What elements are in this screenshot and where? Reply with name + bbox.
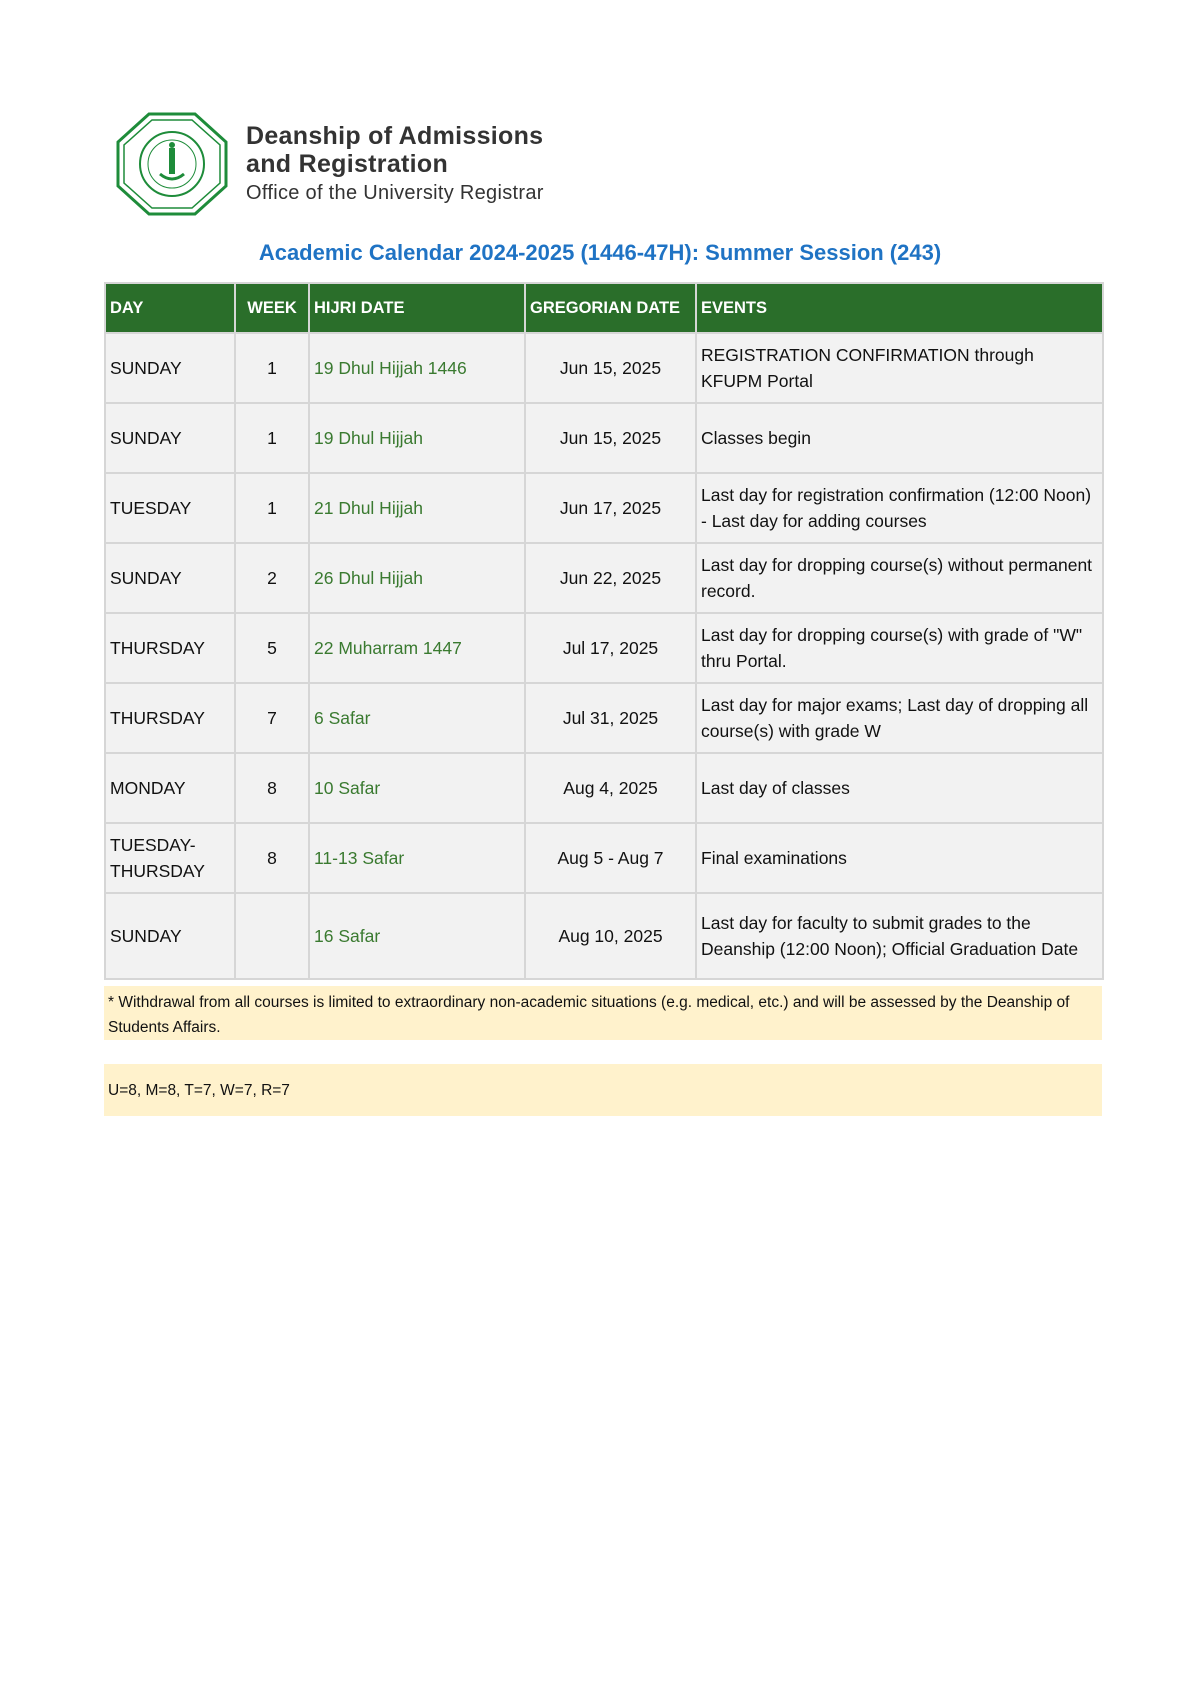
event-cell: REGISTRATION CONFIRMATION through KFUPM Portal [696,333,1103,403]
week-cell: 5 [235,613,309,683]
university-seal-logo [116,112,228,216]
org-name-line1: Deanship of Admissions [246,122,544,150]
event-cell: Classes begin [696,403,1103,473]
event-cell: Final examinations [696,823,1103,893]
org-name-line2: and Registration [246,150,449,178]
academic-calendar-table [104,282,1104,980]
table-row [105,893,1103,979]
table-row [105,683,1103,753]
week-cell: 2 [235,543,309,613]
gregorian-date-cell: Jun 15, 2025 [525,403,696,473]
table-row [105,473,1103,543]
hijri-date-cell: 21 Dhul Hijjah [309,473,525,543]
week-cell: 8 [235,753,309,823]
hijri-date-cell: 11-13 Safar [309,823,525,893]
hijri-date-cell: 19 Dhul Hijjah [309,403,525,473]
table-row [105,823,1103,893]
table-header-row [105,283,1103,333]
day-cell: TUESDAY-THURSDAY [105,823,235,893]
week-cell: 1 [235,333,309,403]
week-cell: 8 [235,823,309,893]
gregorian-date-cell: Aug 10, 2025 [525,893,696,979]
event-cell: Last day for major exams; Last day of dropping all course(s) with grade W [696,683,1103,753]
week-cell: 1 [235,403,309,473]
column-header-events: EVENTS [696,283,1103,333]
gregorian-date-cell: Jul 31, 2025 [525,683,696,753]
column-header-week: WEEK [235,283,309,333]
event-cell: Last day for dropping course(s) without permanent record. [696,543,1103,613]
org-office-name: Office of the University Registrar [246,182,544,204]
day-cell: SUNDAY [105,543,235,613]
week-cell: 1 [235,473,309,543]
hijri-date-cell: 19 Dhul Hijjah 1446 [309,333,525,403]
org-name-block [246,122,544,208]
event-cell: Last day for dropping course(s) with grade of "W" thru Portal. [696,613,1103,683]
gregorian-date-cell: Aug 4, 2025 [525,753,696,823]
day-cell: THURSDAY [105,683,235,753]
gregorian-date-cell: Jul 17, 2025 [525,613,696,683]
day-cell: THURSDAY [105,613,235,683]
gregorian-date-cell: Aug 5 - Aug 7 [525,823,696,893]
column-header-gregorian-date: GREGORIAN DATE [525,283,696,333]
hijri-date-cell: 16 Safar [309,893,525,979]
day-cell: SUNDAY [105,403,235,473]
table-row [105,333,1103,403]
week-cell: 7 [235,683,309,753]
table-row [105,753,1103,823]
calendar-title: Academic Calendar 2024-2025 (1446-47H): Summer Session (243) [258,240,942,265]
day-cell: SUNDAY [105,893,235,979]
letterhead [116,112,576,216]
hijri-date-cell: 10 Safar [309,753,525,823]
event-cell: Last day of classes [696,753,1103,823]
gregorian-date-cell: Jun 17, 2025 [525,473,696,543]
table-row [105,613,1103,683]
day-cell: MONDAY [105,753,235,823]
event-cell: Last day for registration confirmation (12:00 Noon) - Last day for adding courses [696,473,1103,543]
day-cell: SUNDAY [105,333,235,403]
hijri-date-cell: 6 Safar [309,683,525,753]
table-row [105,543,1103,613]
hijri-date-cell: 22 Muharram 1447 [309,613,525,683]
day-cell: TUESDAY [105,473,235,543]
hijri-date-cell: 26 Dhul Hijjah [309,543,525,613]
column-header-hijri-date: HIJRI DATE [309,283,525,333]
event-cell: Last day for faculty to submit grades to the Deanship (12:00 Noon); Official Graduation Date [696,893,1103,979]
gregorian-date-cell: Jun 15, 2025 [525,333,696,403]
gregorian-date-cell: Jun 22, 2025 [525,543,696,613]
column-header-day: DAY [105,283,235,333]
week-cell [235,893,309,979]
day-count-note: U=8, M=8, T=7, W=7, R=7 [104,1064,1102,1116]
table-row [105,403,1103,473]
withdrawal-note: * Withdrawal from all courses is limited to extraordinary non-academic situations (e.g. medical, etc.) and will be assessed by the Deanship of Students Affairs. [104,986,1102,1040]
